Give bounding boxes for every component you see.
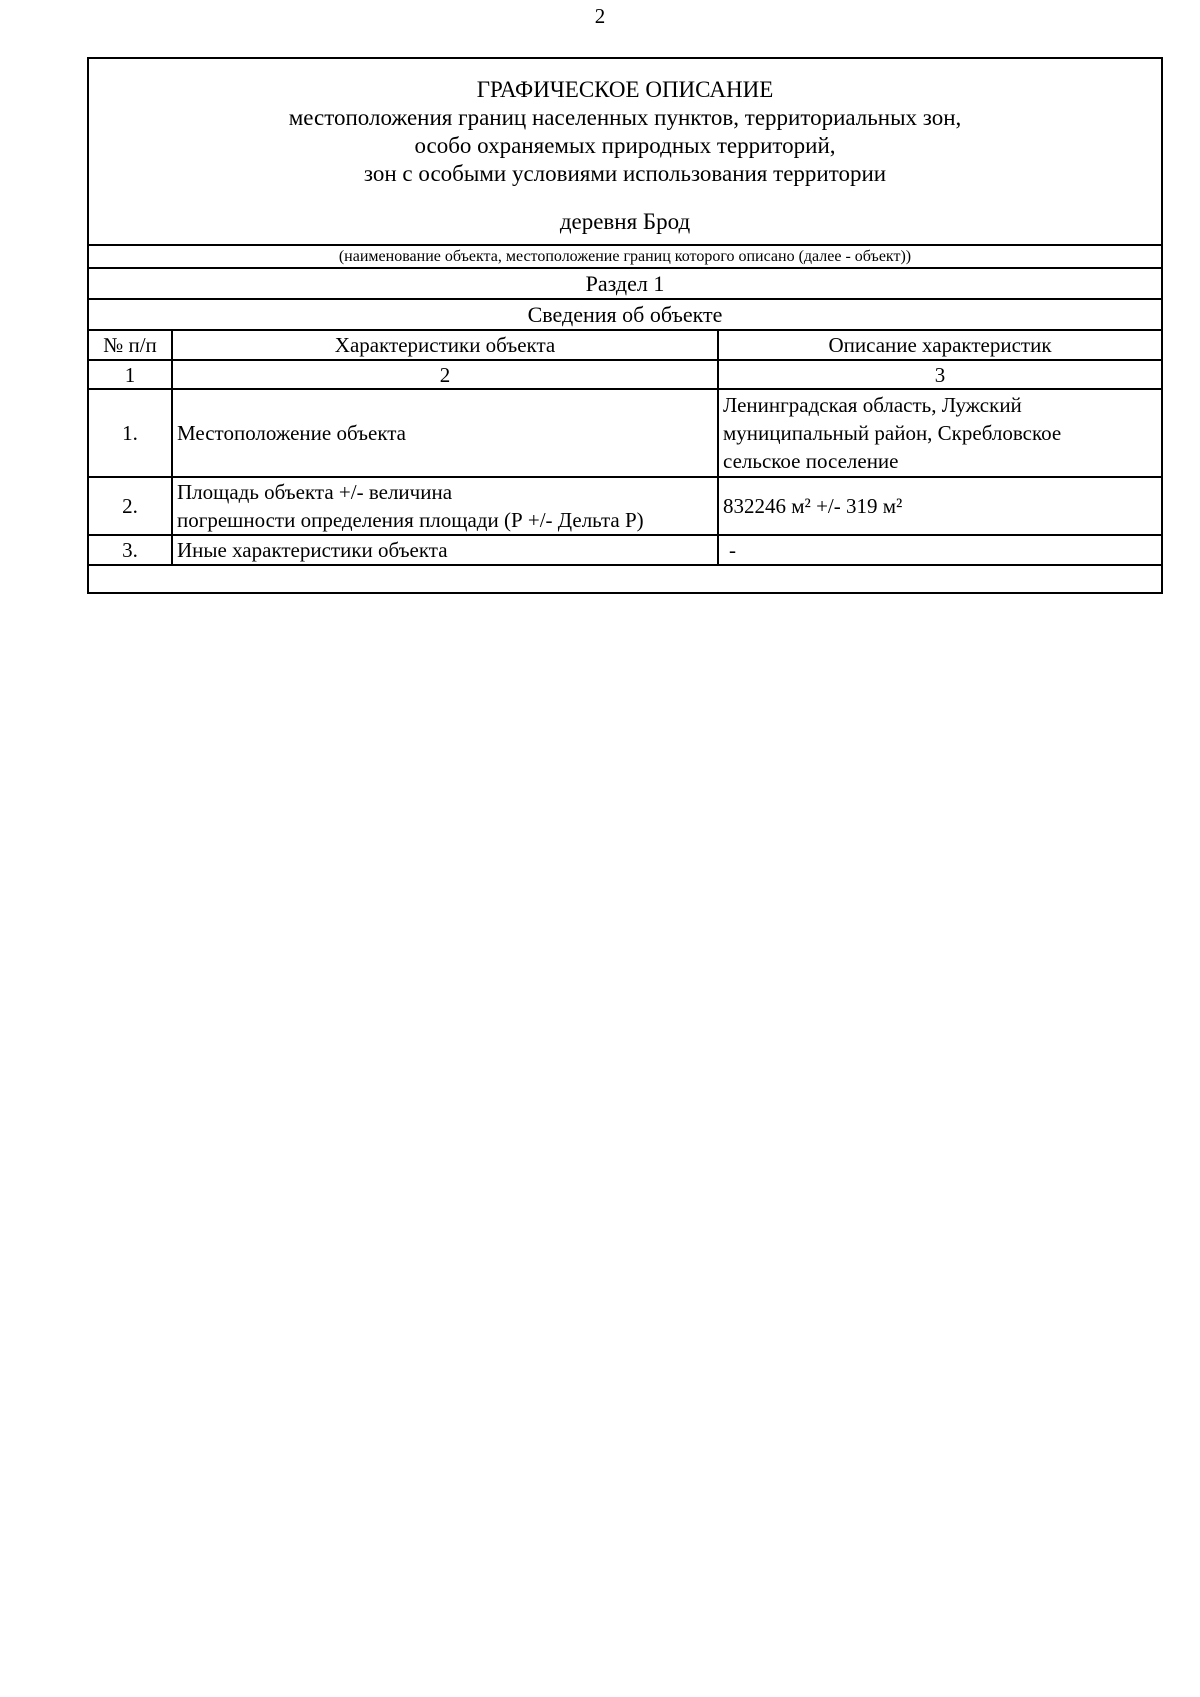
table-row [89, 536, 1161, 566]
section-subtitle-row [89, 300, 1161, 331]
row-number: 1. [122, 421, 138, 445]
column-header-description [719, 331, 1161, 359]
document-subtitle-line-3: зон с особыми условиями использования территории [363, 161, 887, 186]
characteristic-text: Иные характеристики объекта [177, 538, 448, 562]
page-number: 2 [594, 4, 606, 28]
document-subtitle-line-2: особо охраняемых природных территорий, [414, 133, 836, 158]
characteristic-text-line-2: погрешности определения площади (Р +/- Дельта Р) [177, 508, 644, 532]
section-title-row [89, 269, 1161, 300]
object-caption-row [89, 246, 1161, 269]
column-number-2 [173, 361, 719, 388]
column-number-2-label: 2 [439, 362, 451, 387]
characteristic-cell [173, 478, 719, 534]
table-row [89, 478, 1161, 536]
row-number: 2. [122, 494, 138, 518]
column-number-3 [719, 361, 1161, 388]
document-title: ГРАФИЧЕСКОЕ ОПИСАНИЕ [476, 77, 774, 102]
description-cell [719, 390, 1161, 476]
object-caption: (наименование объекта, местоположение границ которого описано (далее - объект)) [338, 247, 912, 265]
description-cell [719, 478, 1161, 534]
description-text-line-2: муниципальный район, Скребловское [723, 421, 1062, 445]
description-cell [719, 536, 1161, 564]
row-number-cell [89, 478, 173, 534]
row-number-cell [89, 390, 173, 476]
row-number: 3. [122, 538, 138, 562]
characteristic-cell [173, 536, 719, 564]
table-row [89, 390, 1161, 478]
column-number-3-label: 3 [934, 362, 946, 387]
section-subtitle: Сведения об объекте [527, 301, 723, 327]
empty-footer-row [89, 566, 1161, 594]
document-header [89, 59, 1161, 246]
section-title: Раздел 1 [585, 270, 665, 296]
characteristic-text-line-1: Площадь объекта +/- величина [177, 480, 453, 504]
document-frame [87, 57, 1163, 594]
column-number-1 [89, 361, 173, 388]
characteristic-text: Местоположение объекта [177, 421, 407, 445]
column-header-characteristic [173, 331, 719, 359]
description-text: 832246 м² +/- 319 м² [723, 494, 903, 518]
description-text-line-3: сельское поселение [723, 449, 899, 473]
column-header-characteristic-label: Характеристики объекта [334, 333, 556, 357]
document-subtitle-line-1: местоположения границ населенных пунктов, территориальных зон, [288, 105, 962, 130]
object-name: деревня Брод [559, 209, 691, 234]
column-number-1-label: 1 [124, 362, 136, 387]
column-header-number-label: № п/п [103, 333, 157, 357]
column-numbers-row [89, 361, 1161, 390]
column-header-description-label: Описание характеристик [828, 333, 1052, 357]
description-text-line-1: Ленинградская область, Лужский [723, 393, 1022, 417]
description-text: - [729, 538, 736, 562]
row-number-cell [89, 536, 173, 564]
column-header-number [89, 331, 173, 359]
table-header-row [89, 331, 1161, 361]
characteristic-cell [173, 390, 719, 476]
